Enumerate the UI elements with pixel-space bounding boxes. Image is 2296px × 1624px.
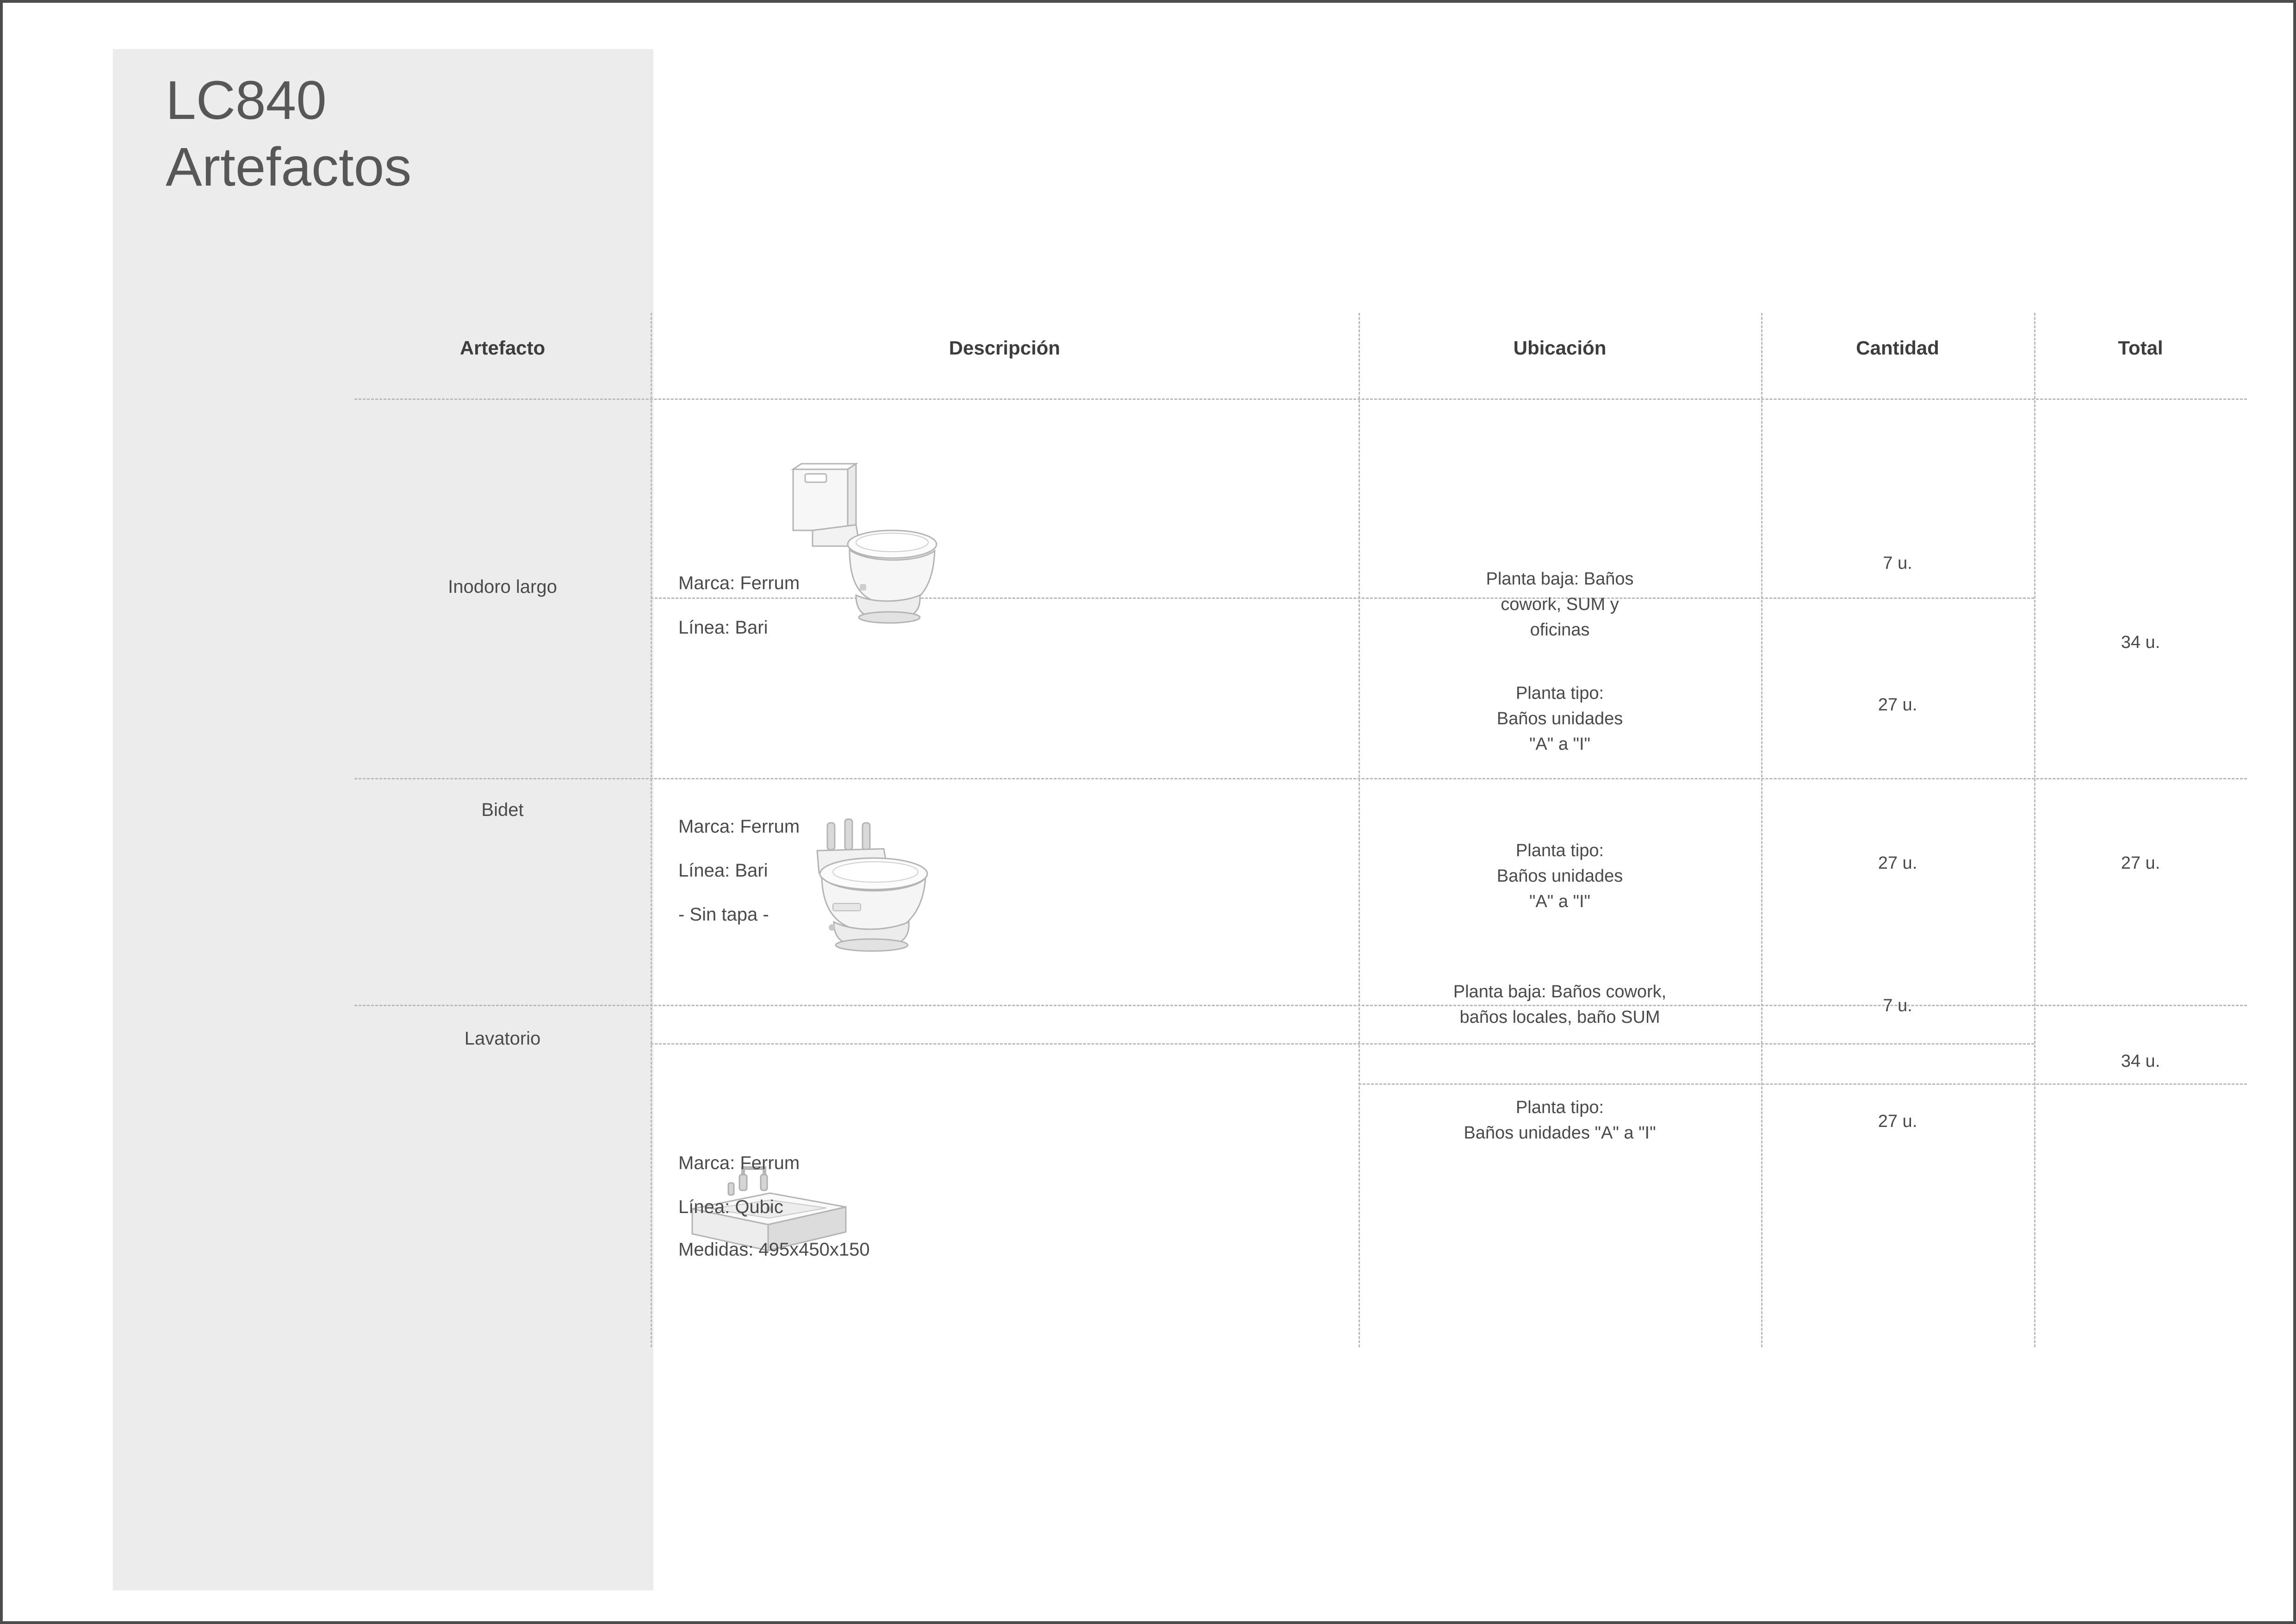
row-label-lavatorio: Lavatorio: [464, 1028, 541, 1049]
artifacts-table: [354, 313, 2247, 1260]
rule-row3-sub: [651, 1043, 2034, 1045]
row1-cantidad-2: 27 u.: [1878, 695, 1917, 715]
row2-total: 27 u.: [2121, 853, 2160, 873]
rule-vertical-ubicacion: [1359, 313, 1360, 1347]
row2-desc-line2: Línea: Bari: [678, 860, 768, 881]
row1-total: 34 u.: [2121, 633, 2160, 652]
toilet-icon: [757, 447, 951, 628]
row2-cantidad-1: 27 u.: [1878, 853, 1917, 873]
page-title-line1: LC840: [166, 70, 327, 131]
rule-header-underline: [354, 398, 2247, 400]
row3-cantidad-1: 7 u.: [1883, 996, 1912, 1015]
row2-desc-line1: Marca: Ferrum: [678, 816, 800, 837]
row3-ubicacion-1-l2: baños locales, baño SUM: [1459, 1008, 1660, 1027]
row-label-bidet: Bidet: [481, 800, 524, 820]
row1-ubicacion-2-l1: Planta tipo:: [1515, 684, 1604, 703]
row1-ubicacion-1-l3: oficinas: [1530, 620, 1590, 640]
row1-ubicacion-1: [1359, 566, 1761, 643]
rule-row1-bottom: [354, 778, 2247, 779]
table-header-row: [354, 313, 2247, 398]
row1-cantidad-1: 7 u.: [1883, 554, 1912, 573]
row1-desc-line2: Línea: Bari: [678, 617, 768, 638]
row3-cantidad-2: 27 u.: [1878, 1112, 1917, 1131]
row3-ubicacion-1: [1335, 979, 1784, 1030]
row1-ubicacion-1-l1: Planta baja: Baños: [1486, 569, 1634, 589]
column-header-artefacto: Artefacto: [459, 337, 546, 359]
row3-ubicacion-2: [1335, 1095, 1784, 1146]
row2-desc-line3: - Sin tapa -: [678, 904, 769, 925]
row3-ubicacion-2-l2: Baños unidades "A" a "I": [1464, 1123, 1656, 1143]
column-header-total: Total: [2118, 337, 2163, 359]
row1-ubicacion-1-l2: cowork, SUM y: [1501, 595, 1619, 615]
row3-desc-line3: Medidas: 495x450x150: [678, 1239, 870, 1260]
row3-desc-line1: Marca: Ferrum: [678, 1153, 800, 1173]
rule-row3-subsplit: [1359, 1083, 2247, 1085]
row3-ubicacion-1-l1: Planta baja: Baños cowork,: [1453, 982, 1667, 1002]
row2-ubicacion-1: [1359, 838, 1761, 915]
column-header-cantidad: Cantidad: [1856, 337, 1939, 359]
rule-vertical-total: [2034, 313, 2035, 1347]
page-title: [166, 68, 628, 201]
row1-desc-line1: Marca: Ferrum: [678, 573, 800, 593]
page-title-line2: Artefactos: [166, 136, 412, 198]
row2-ubicacion-1-l3: "A" a "I": [1529, 892, 1591, 912]
row3-desc-line2: Línea: Qubic: [678, 1197, 783, 1217]
row1-ubicacion-2: [1359, 681, 1761, 757]
row2-ubicacion-1-l1: Planta tipo:: [1515, 841, 1604, 860]
column-header-ubicacion: Ubicación: [1513, 337, 1607, 359]
row3-ubicacion-2-l1: Planta tipo:: [1515, 1098, 1604, 1117]
row3-total: 34 u.: [2121, 1052, 2160, 1071]
row1-ubicacion-2-l2: Baños unidades: [1496, 709, 1623, 729]
column-header-descripcion: Descripción: [949, 337, 1061, 359]
rule-vertical-cantidad: [1761, 313, 1762, 1347]
row1-ubicacion-2-l3: "A" a "I": [1529, 734, 1591, 754]
row2-ubicacion-1-l2: Baños unidades: [1496, 866, 1623, 886]
row-label-inodoro: Inodoro largo: [448, 577, 557, 597]
rule-vertical-artefacto: [651, 313, 652, 1347]
